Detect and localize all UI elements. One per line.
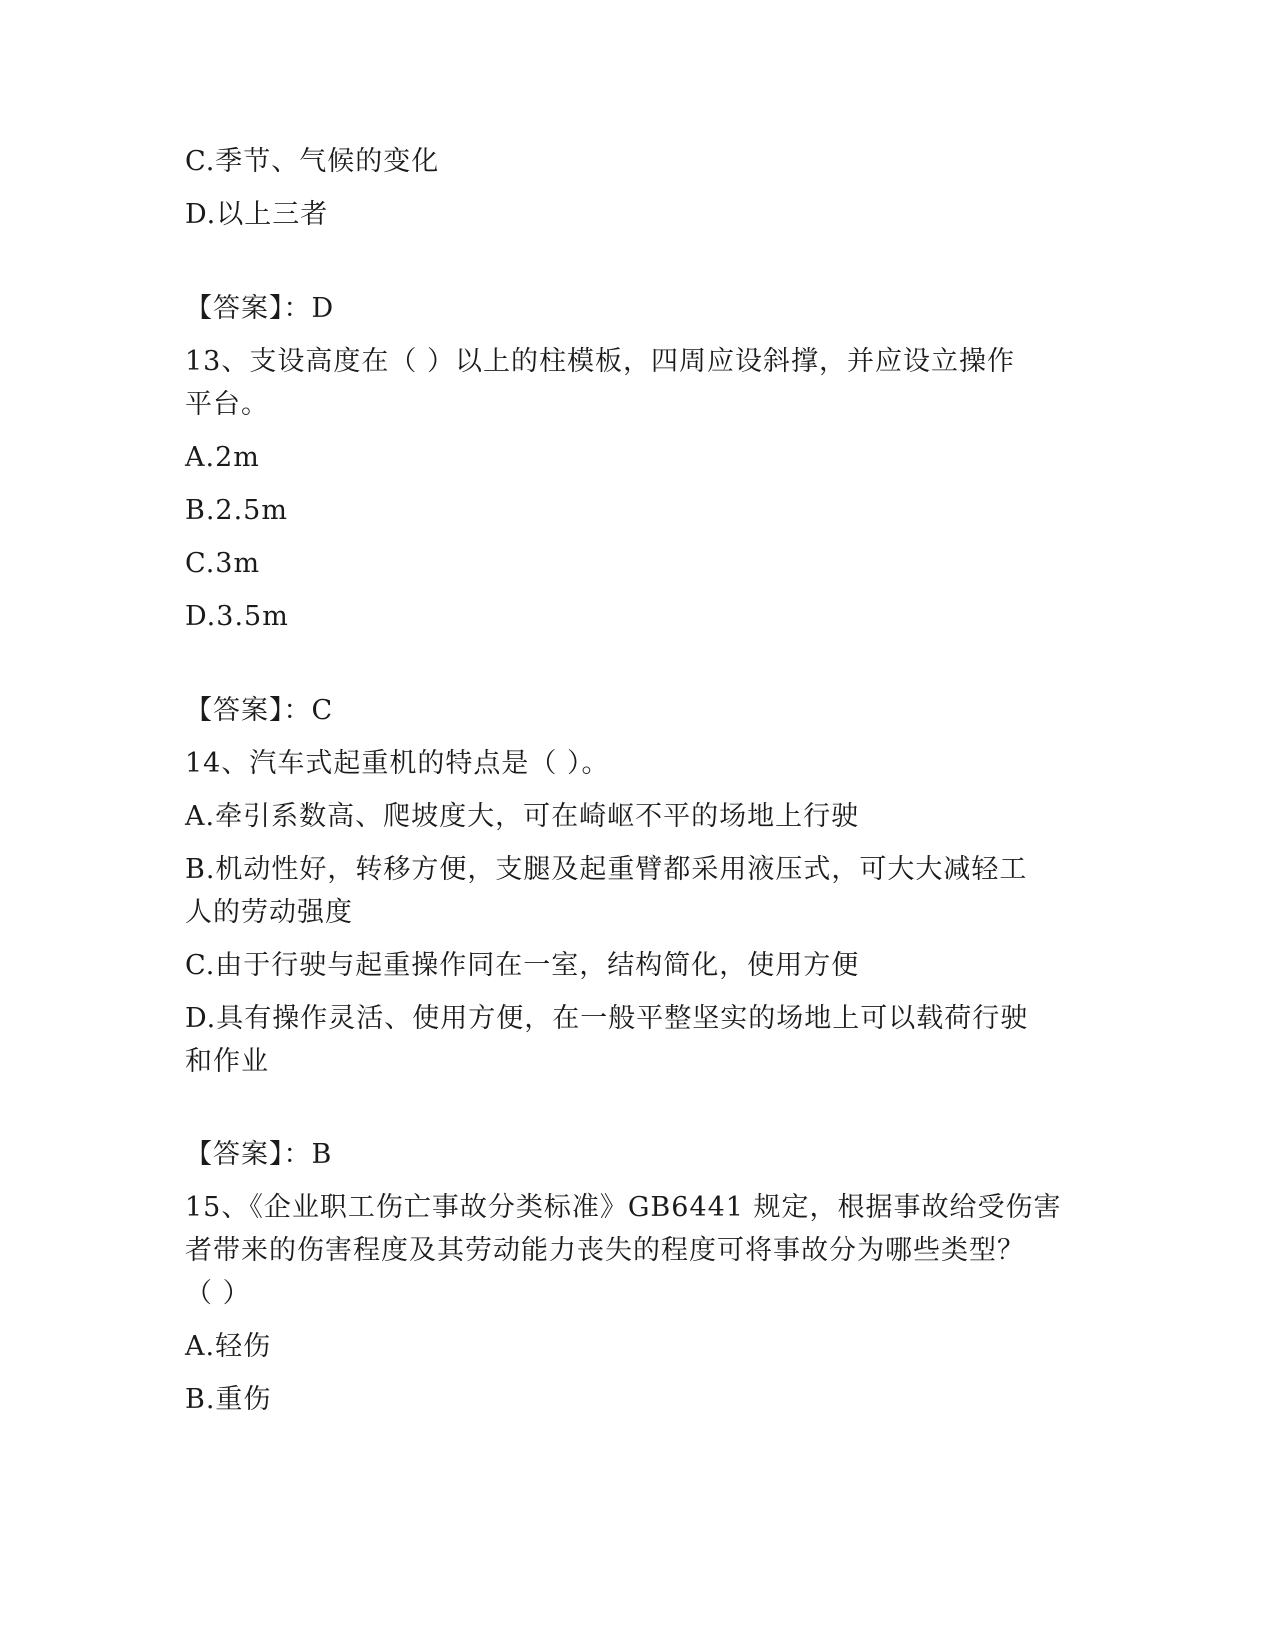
q15-stem-line2: 者带来的伤害程度及其劳动能力丧失的程度可将事故分为哪些类型？ — [185, 1235, 1025, 1266]
prev-option-d: D.以上三者 — [185, 199, 329, 230]
q13-stem-line1: 13、支设高度在（ ）以上的柱模板，四周应设斜撑，并应设立操作 — [185, 346, 1015, 377]
q13-option-b: B.2.5m — [185, 495, 288, 526]
q15-stem-line3: （ ） — [185, 1278, 251, 1309]
q14-option-b-line1: B.机动性好，转移方便，支腿及起重臂都采用液压式，可大大减轻工 — [185, 854, 1028, 885]
prev-option-c: C.季节、气候的变化 — [185, 146, 440, 177]
q14-option-c: C.由于行驶与起重操作同在一室，结构简化，使用方便 — [185, 950, 860, 981]
q13-stem-line2: 平台。 — [185, 389, 269, 420]
q13-option-d: D.3.5m — [185, 601, 289, 632]
q14-option-d-line1: D.具有操作灵活、使用方便，在一般平整坚实的场地上可以载荷行驶 — [185, 1003, 1029, 1034]
q15-option-b: B.重伤 — [185, 1384, 272, 1415]
q14-answer: 【答案】：B — [185, 1139, 333, 1170]
q13-option-a: A.2m — [185, 442, 260, 473]
q13-answer: 【答案】：C — [185, 695, 334, 726]
q14-stem: 14、汽车式起重机的特点是（ ）。 — [185, 748, 610, 779]
q15-stem-line1: 15、《企业职工伤亡事故分类标准》GB6441 规定，根据事故给受伤害 — [185, 1192, 1062, 1223]
q15-option-a: A.轻伤 — [185, 1331, 272, 1362]
q13-option-c: C.3m — [185, 548, 261, 579]
q14-option-b-line2: 人的劳动强度 — [185, 897, 353, 928]
q14-option-a: A.牵引系数高、爬坡度大，可在崎岖不平的场地上行驶 — [185, 801, 860, 832]
q14-option-d-line2: 和作业 — [185, 1046, 269, 1077]
prev-answer: 【答案】：D — [185, 293, 335, 324]
